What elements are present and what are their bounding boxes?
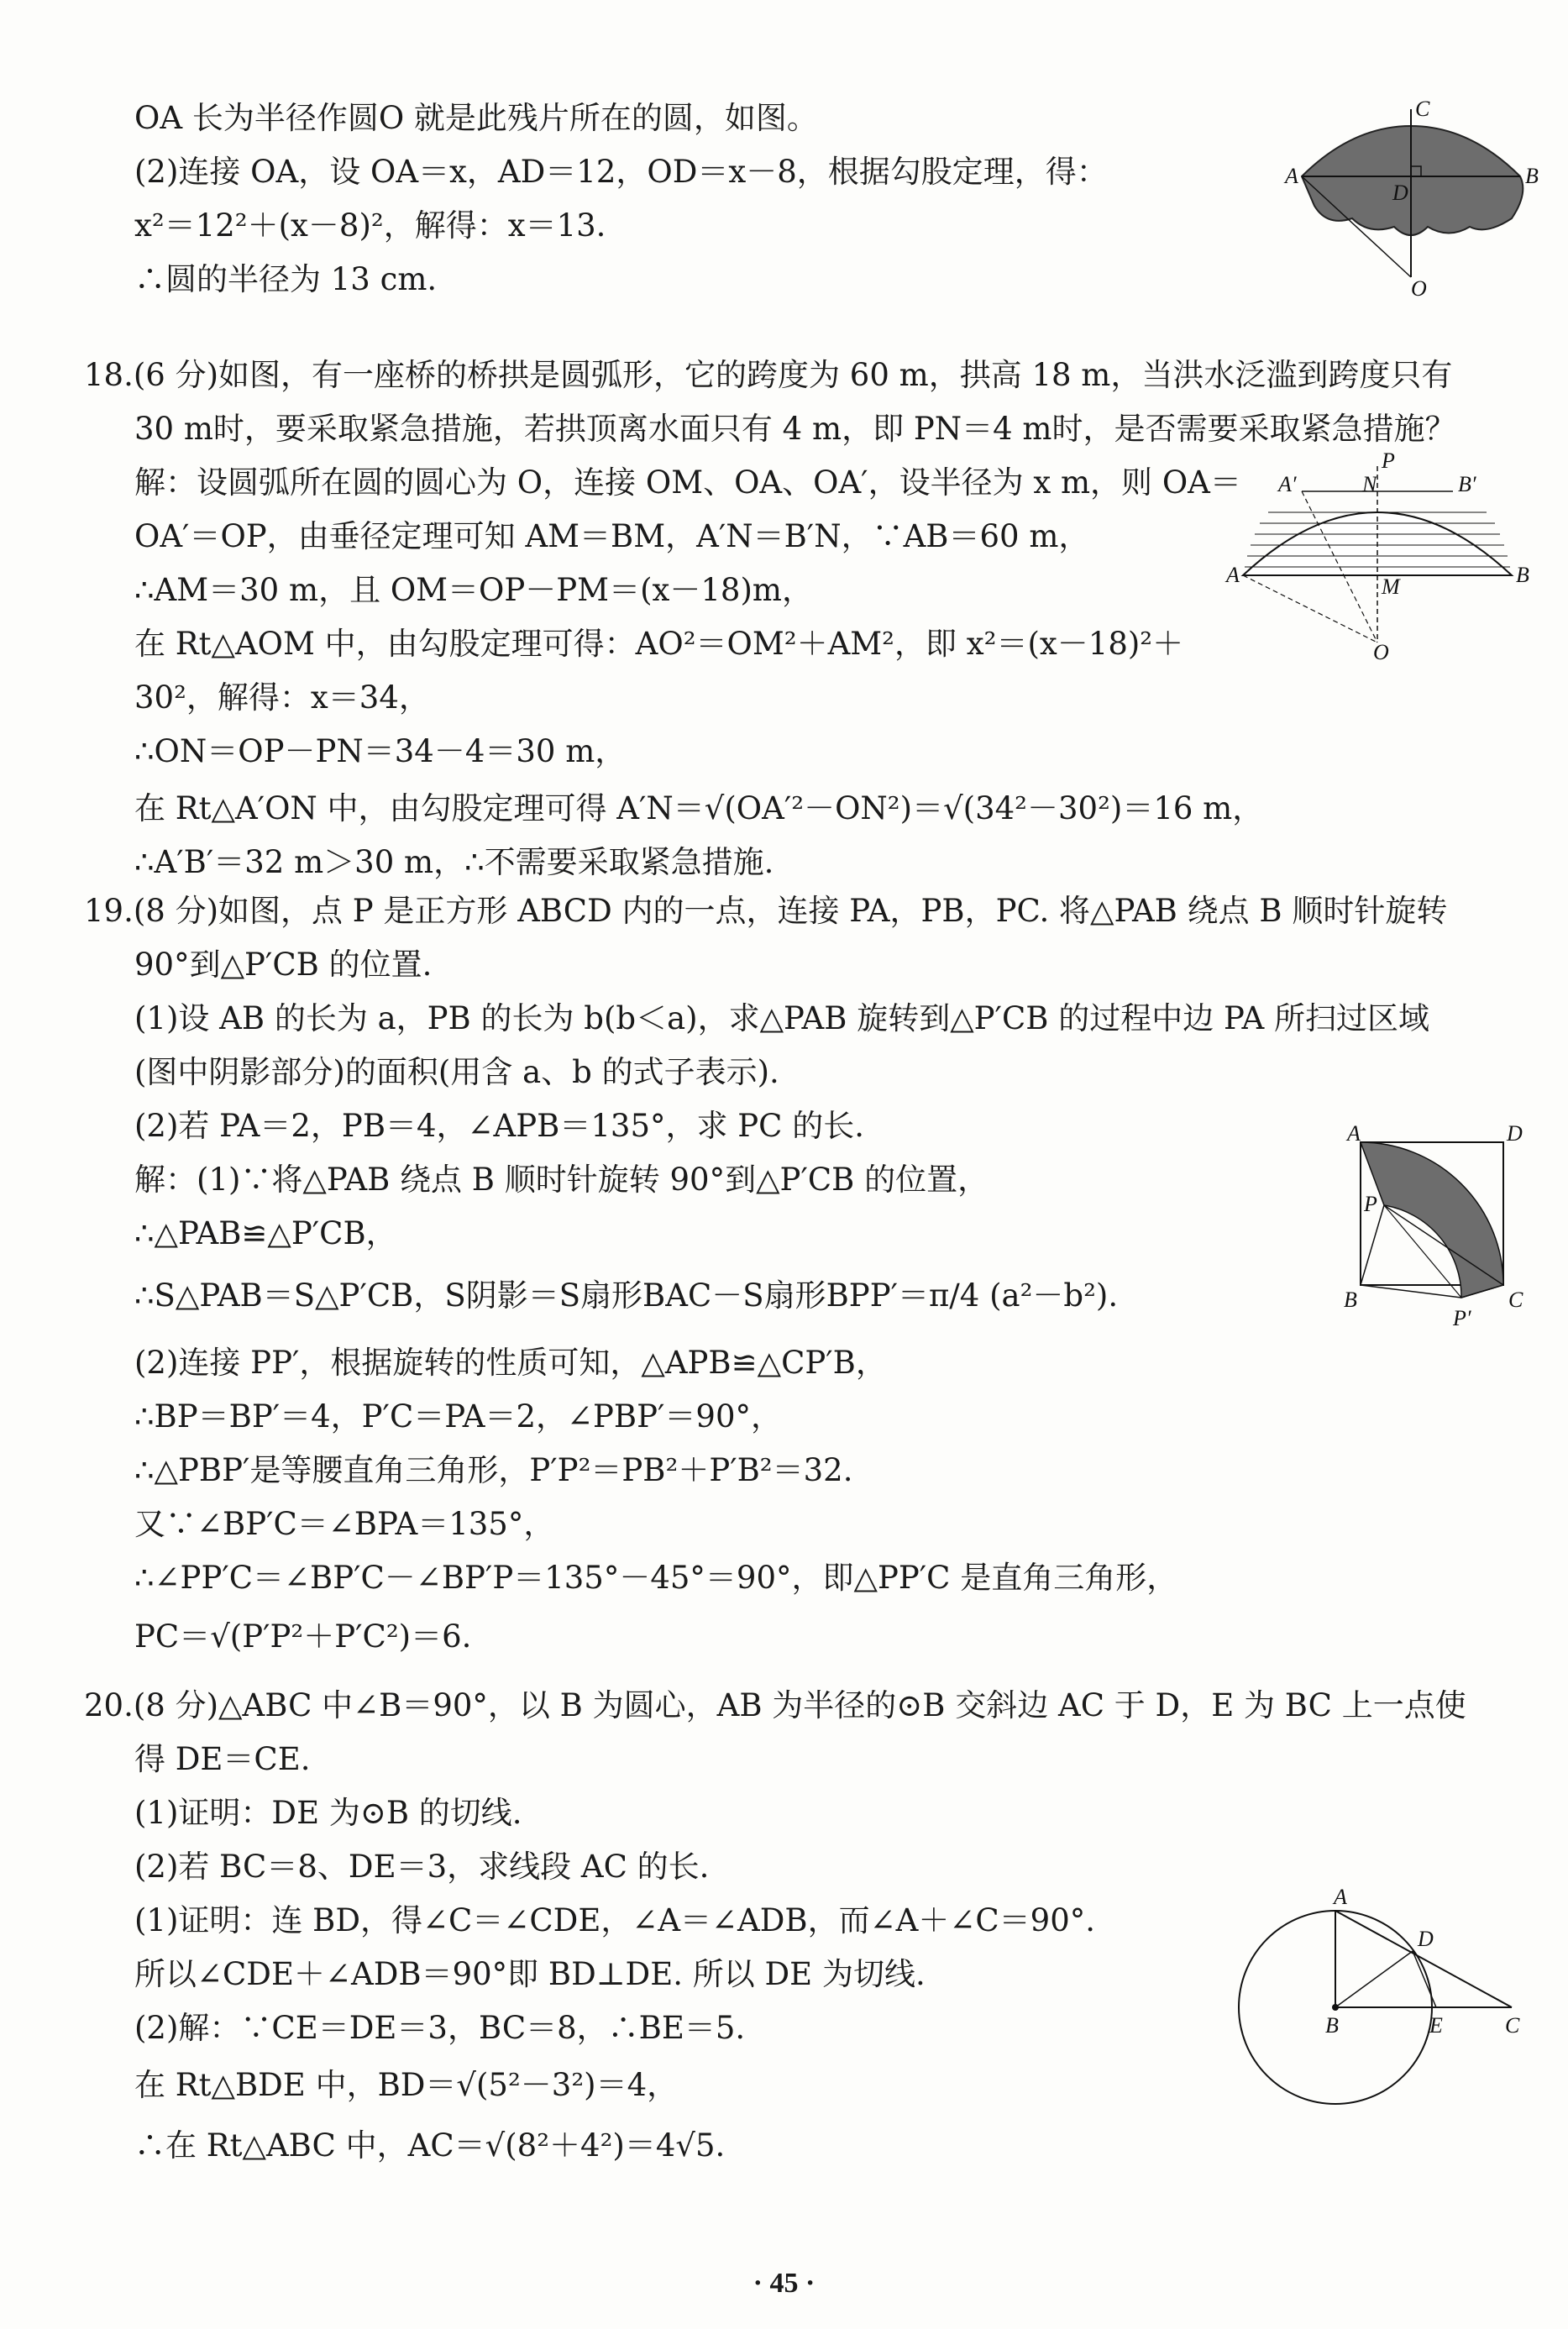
label-C: C [1508,1288,1523,1312]
label-B: B [1344,1288,1357,1312]
text-line: OA′＝OP，由垂径定理可知 AM＝BM，A′N＝B′N，∵AB＝60 m， [134,518,1090,554]
text-line: ∴△PAB≌△P′CB， [134,1215,397,1251]
text-line: ∴S△PAB＝S△P′CB，S阴影＝S扇形BAC－S扇形BPP′＝π/4 (a²－b²). [134,1277,1119,1314]
label-D: D [1507,1121,1523,1146]
text-line: OA 长为半径作圆O 就是此残片所在的圆，如图。 [134,100,818,136]
label-P-prime: P′ [1453,1306,1471,1330]
text-line: PC＝√(P′P²＋P′C²)＝6. [134,1618,472,1655]
figure-17-circle-fragment [1285,97,1539,306]
text-line: (2)若 BC＝8、DE＝3，求线段 AC 的长. [134,1849,710,1885]
page-number: · 45 · [753,2268,815,2299]
text-line: 解：(1)∵将△PAB 绕点 B 顺时针旋转 90°到△P′CB 的位置， [134,1162,989,1198]
text-line: ∴∠PP′C＝∠BP′C－∠BP′P＝135°－45°＝90°，即△PP′C 是直角三角形， [134,1560,1178,1596]
text-line: 得 DE＝CE. [134,1741,311,1777]
text-line: (1)证明：连 BD，得∠C＝∠CDE，∠A＝∠ADB，而∠A＋∠C＝90°. [134,1902,1096,1938]
question-line: 18.(6 分)如图，有一座桥的桥拱是圆弧形，它的跨度为 60 m，拱高 18 m，当洪水泛滥到跨度只有 [84,357,1453,393]
question-line: 19.(8 分)如图，点 P 是正方形 ABCD 内的一点，连接 PA，PB，PC. 将△PAB 绕点 B 顺时针旋转 [84,893,1448,929]
label-D: D [1392,181,1408,205]
text-line: 所以∠CDE＋∠ADB＝90°即 BD⊥DE. 所以 DE 为切线. [134,1956,926,1992]
figure-20-circle-triangle [1235,1852,1529,2107]
shaded-fragment [1302,126,1523,235]
text-line: ∴圆的半径为 13 cm. [134,261,438,297]
label-B: B [1325,2013,1339,2038]
label-N: N [1362,472,1377,496]
text-line: (1)证明：DE 为⊙B 的切线. [134,1795,522,1831]
label-A: A [1226,563,1240,587]
text-line: 解：设圆弧所在圆的圆心为 O，连接 OM、OA、OA′，设半径为 x m，则 OA＝ [134,464,1241,501]
label-M: M [1382,574,1400,599]
text-line: 又∵∠BP′C＝∠BPA＝135°， [134,1506,555,1542]
text-line: (2)若 PA＝2，PB＝4，∠APB＝135°，求 PC 的长. [134,1108,864,1144]
label-A: A [1334,1885,1347,1909]
text-line: ∴△PBP′是等腰直角三角形，P′P²＝PB²＋P′B²＝32. [134,1452,853,1488]
text-line: (2)连接 PP′，根据旋转的性质可知，△APB≌△CP′B， [134,1345,887,1381]
text-line: (2)解：∵CE＝DE＝3，BC＝8，∴BE＝5. [134,2010,746,2046]
text-line: 30 m时，要采取紧急措施，若拱顶离水面只有 4 m，即 PN＝4 m时，是否需要采取紧急措施？ [134,411,1456,447]
label-C: C [1415,97,1430,121]
figure-19-square-rotation [1335,1117,1529,1339]
label-O: O [1373,640,1389,664]
text-line: ∴在 Rt△ABC 中，AC＝√(8²＋4²)＝4√5. [134,2127,726,2164]
label-A-prime: A′ [1278,472,1297,496]
text-line: ∴A′B′＝32 m＞30 m，∴不需要采取紧急措施. [134,844,774,880]
text-line: x²＝12²＋(x－8)²，解得：x＝13. [134,207,606,244]
label-D: D [1418,1927,1434,1951]
label-B: B [1525,164,1539,188]
text-line: ∴BP＝BP′＝4，P′C＝PA＝2，∠PBP′＝90°， [134,1398,782,1435]
label-A: A [1285,164,1298,188]
text-line: (1)设 AB 的长为 a，PB 的长为 b(b＜a)，求△PAB 旋转到△P′CB 的过程中边 PA 所扫过区域 [134,1000,1429,1036]
label-E: E [1429,2013,1443,2038]
text-line: (2)连接 OA，设 OA＝x，AD＝12，OD＝x－8，根据勾股定理，得： [134,154,1108,190]
text-line: ∴AM＝30 m，且 OM＝OP－PM＝(x－18)m， [134,572,813,608]
text-line: 在 Rt△BDE 中，BD＝√(5²－3²)＝4， [134,2067,679,2103]
text-line: (图中阴影部分)的面积(用含 a、b 的式子表示). [134,1054,779,1090]
figure-18-bridge-arch [1226,448,1529,664]
label-A: A [1347,1121,1361,1146]
text-line: 在 Rt△A′ON 中，由勾股定理可得 A′N＝√(OA′²－ON²)＝√(34²－30²)＝16 m， [134,790,1264,826]
label-P: P [1382,448,1395,473]
label-B-prime: B′ [1458,472,1476,496]
text-line: 在 Rt△AOM 中，由勾股定理可得：AO²＝OM²＋AM²，即 x²＝(x－18)²＋ [134,626,1184,662]
text-line: ∴ON＝OP－PN＝34－4＝30 m， [134,733,627,769]
label-B: B [1516,563,1529,587]
label-P: P [1364,1192,1377,1216]
text-line: 30²，解得：x＝34， [134,679,430,716]
label-C: C [1505,2013,1520,2038]
question-line: 20.(8 分)△ABC 中∠B＝90°，以 B 为圆心，AB 为半径的⊙B 交斜边 AC 于 D，E 为 BC 上一点使 [84,1687,1466,1723]
text-line: 90°到△P′CB 的位置. [134,947,433,983]
label-O: O [1411,276,1427,301]
